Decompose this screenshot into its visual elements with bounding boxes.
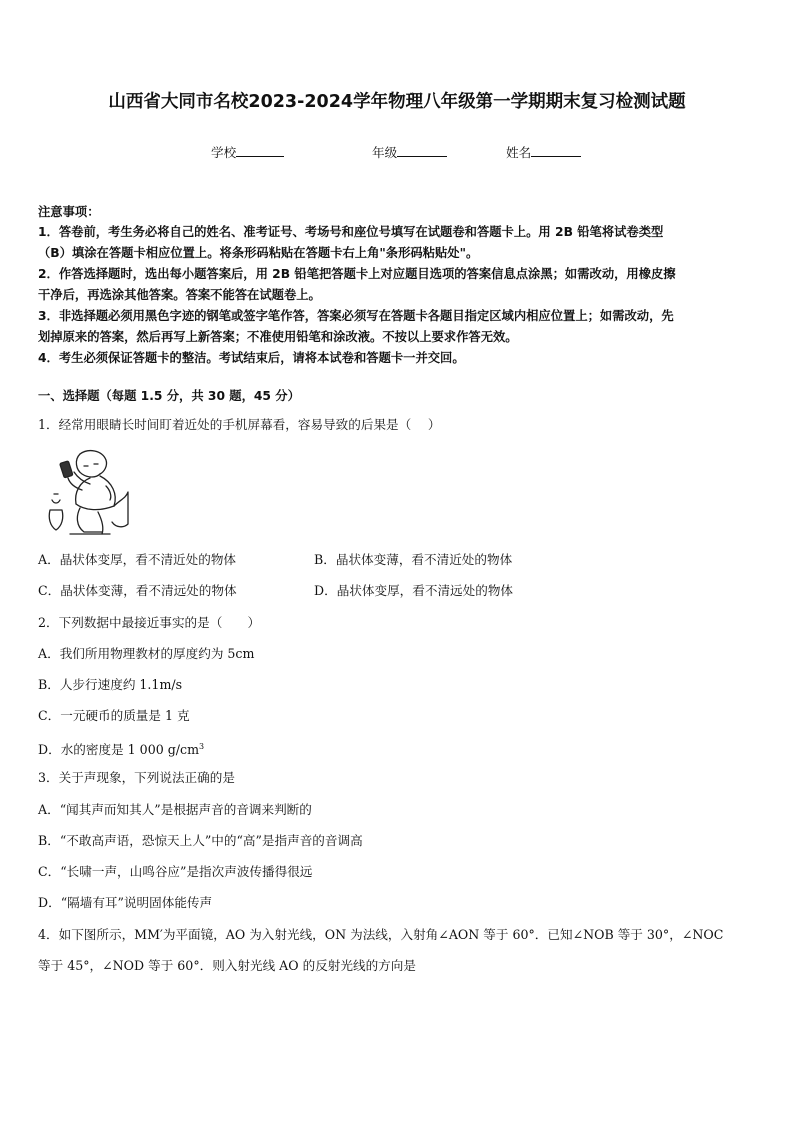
q1-stem: 1．经常用眼睛长时间盯着近处的手机屏幕看，容易导致的后果是（ ） xyxy=(38,417,441,432)
q2-option-d-text: D．水的密度是 1 000 g/cm xyxy=(38,742,200,758)
grade-field xyxy=(372,142,447,161)
phone-user-illustration xyxy=(40,448,132,540)
q3-option-d: D．“隔墙有耳”说明固体能传声 xyxy=(38,895,213,910)
grade-blank xyxy=(397,144,447,157)
q2-option-a: A．我们所用物理教材的厚度约为 5cm xyxy=(38,646,255,661)
q1-option-a: A．晶状体变厚，看不清近处的物体 xyxy=(38,552,237,567)
q3-option-a: A．“闻其声而知其人”是根据声音的音调来判断的 xyxy=(38,802,312,817)
q3-stem: 3．关于声现象，下列说法正确的是 xyxy=(38,770,235,785)
q3-option-b: B．“不敢高声语，恐惊天上人”中的“高”是指声音的音调高 xyxy=(38,833,363,848)
section-heading: 一、选择题（每题 1.5 分，共 30 题，45 分） xyxy=(38,389,300,403)
school-field xyxy=(211,142,284,161)
q4-line-1: 4．如下图所示，MM′为平面镜，AO 为入射光线，ON 为法线，入射角∠AON 等于 60°．已知∠NOB 等于 30°，∠NOC xyxy=(38,927,724,942)
notes-heading: 注意事项： xyxy=(38,205,100,219)
note-4: 4．考生必须保证答题卡的整洁。考试结束后，请将本试卷和答题卡一并交回。 xyxy=(38,351,465,365)
q2-stem: 2．下列数据中最接近事实的是（ ） xyxy=(38,615,261,630)
note-1-line-2: （B）填涂在答题卡相应位置上。将条形码粘贴在答题卡右上角"条形码粘贴处"。 xyxy=(38,246,479,260)
name-blank xyxy=(531,144,581,157)
q4-line-2: 等于 45°，∠NOD 等于 60°．则入射光线 AO 的反射光线的方向是 xyxy=(38,958,416,973)
note-2-line-2: 干净后，再选涂其他答案。答案不能答在试题卷上。 xyxy=(38,288,321,302)
note-3-line-1: 3．非选择题必须用黑色字迹的钢笔或签字笔作答，答案必须写在答题卡各题目指定区域内相应位置上；如需改动，先 xyxy=(38,309,674,323)
q1-option-d: D．晶状体变厚，看不清远处的物体 xyxy=(314,583,514,598)
name-label: 姓名 xyxy=(506,145,532,160)
q2-option-c: C．一元硬币的质量是 1 克 xyxy=(38,708,190,723)
q2-option-b: B．人步行速度约 1.1m/s xyxy=(38,677,183,692)
exam-title: 山西省大同市名校2023-2024学年物理八年级第一学期期末复习检测试题 xyxy=(108,92,686,112)
q3-option-c: C．“长啸一声，山鸣谷应”是指次声波传播得很远 xyxy=(38,864,313,879)
note-3-line-2: 划掉原来的答案，然后再写上新答案；不准使用铅笔和涂改液。不按以上要求作答无效。 xyxy=(38,330,518,344)
q2-option-d-superscript: 3 xyxy=(199,742,205,751)
school-blank xyxy=(236,144,284,157)
q1-option-c: C．晶状体变薄，看不清远处的物体 xyxy=(38,583,237,598)
q2-option-d xyxy=(38,739,204,758)
name-field xyxy=(506,142,581,161)
note-1-line-1: 1．答卷前，考生务必将自己的姓名、准考证号、考场号和座位号填写在试题卷和答题卡上。用 2B 铅笔将试卷类型 xyxy=(38,225,664,239)
note-2-line-1: 2．作答选择题时，选出每小题答案后，用 2B 铅笔把答题卡上对应题目选项的答案信息点涂黑；如需改动，用橡皮擦 xyxy=(38,267,676,281)
grade-label: 年级 xyxy=(372,145,398,160)
q1-option-b: B．晶状体变薄，看不清近处的物体 xyxy=(314,552,513,567)
school-label: 学校 xyxy=(211,145,237,160)
